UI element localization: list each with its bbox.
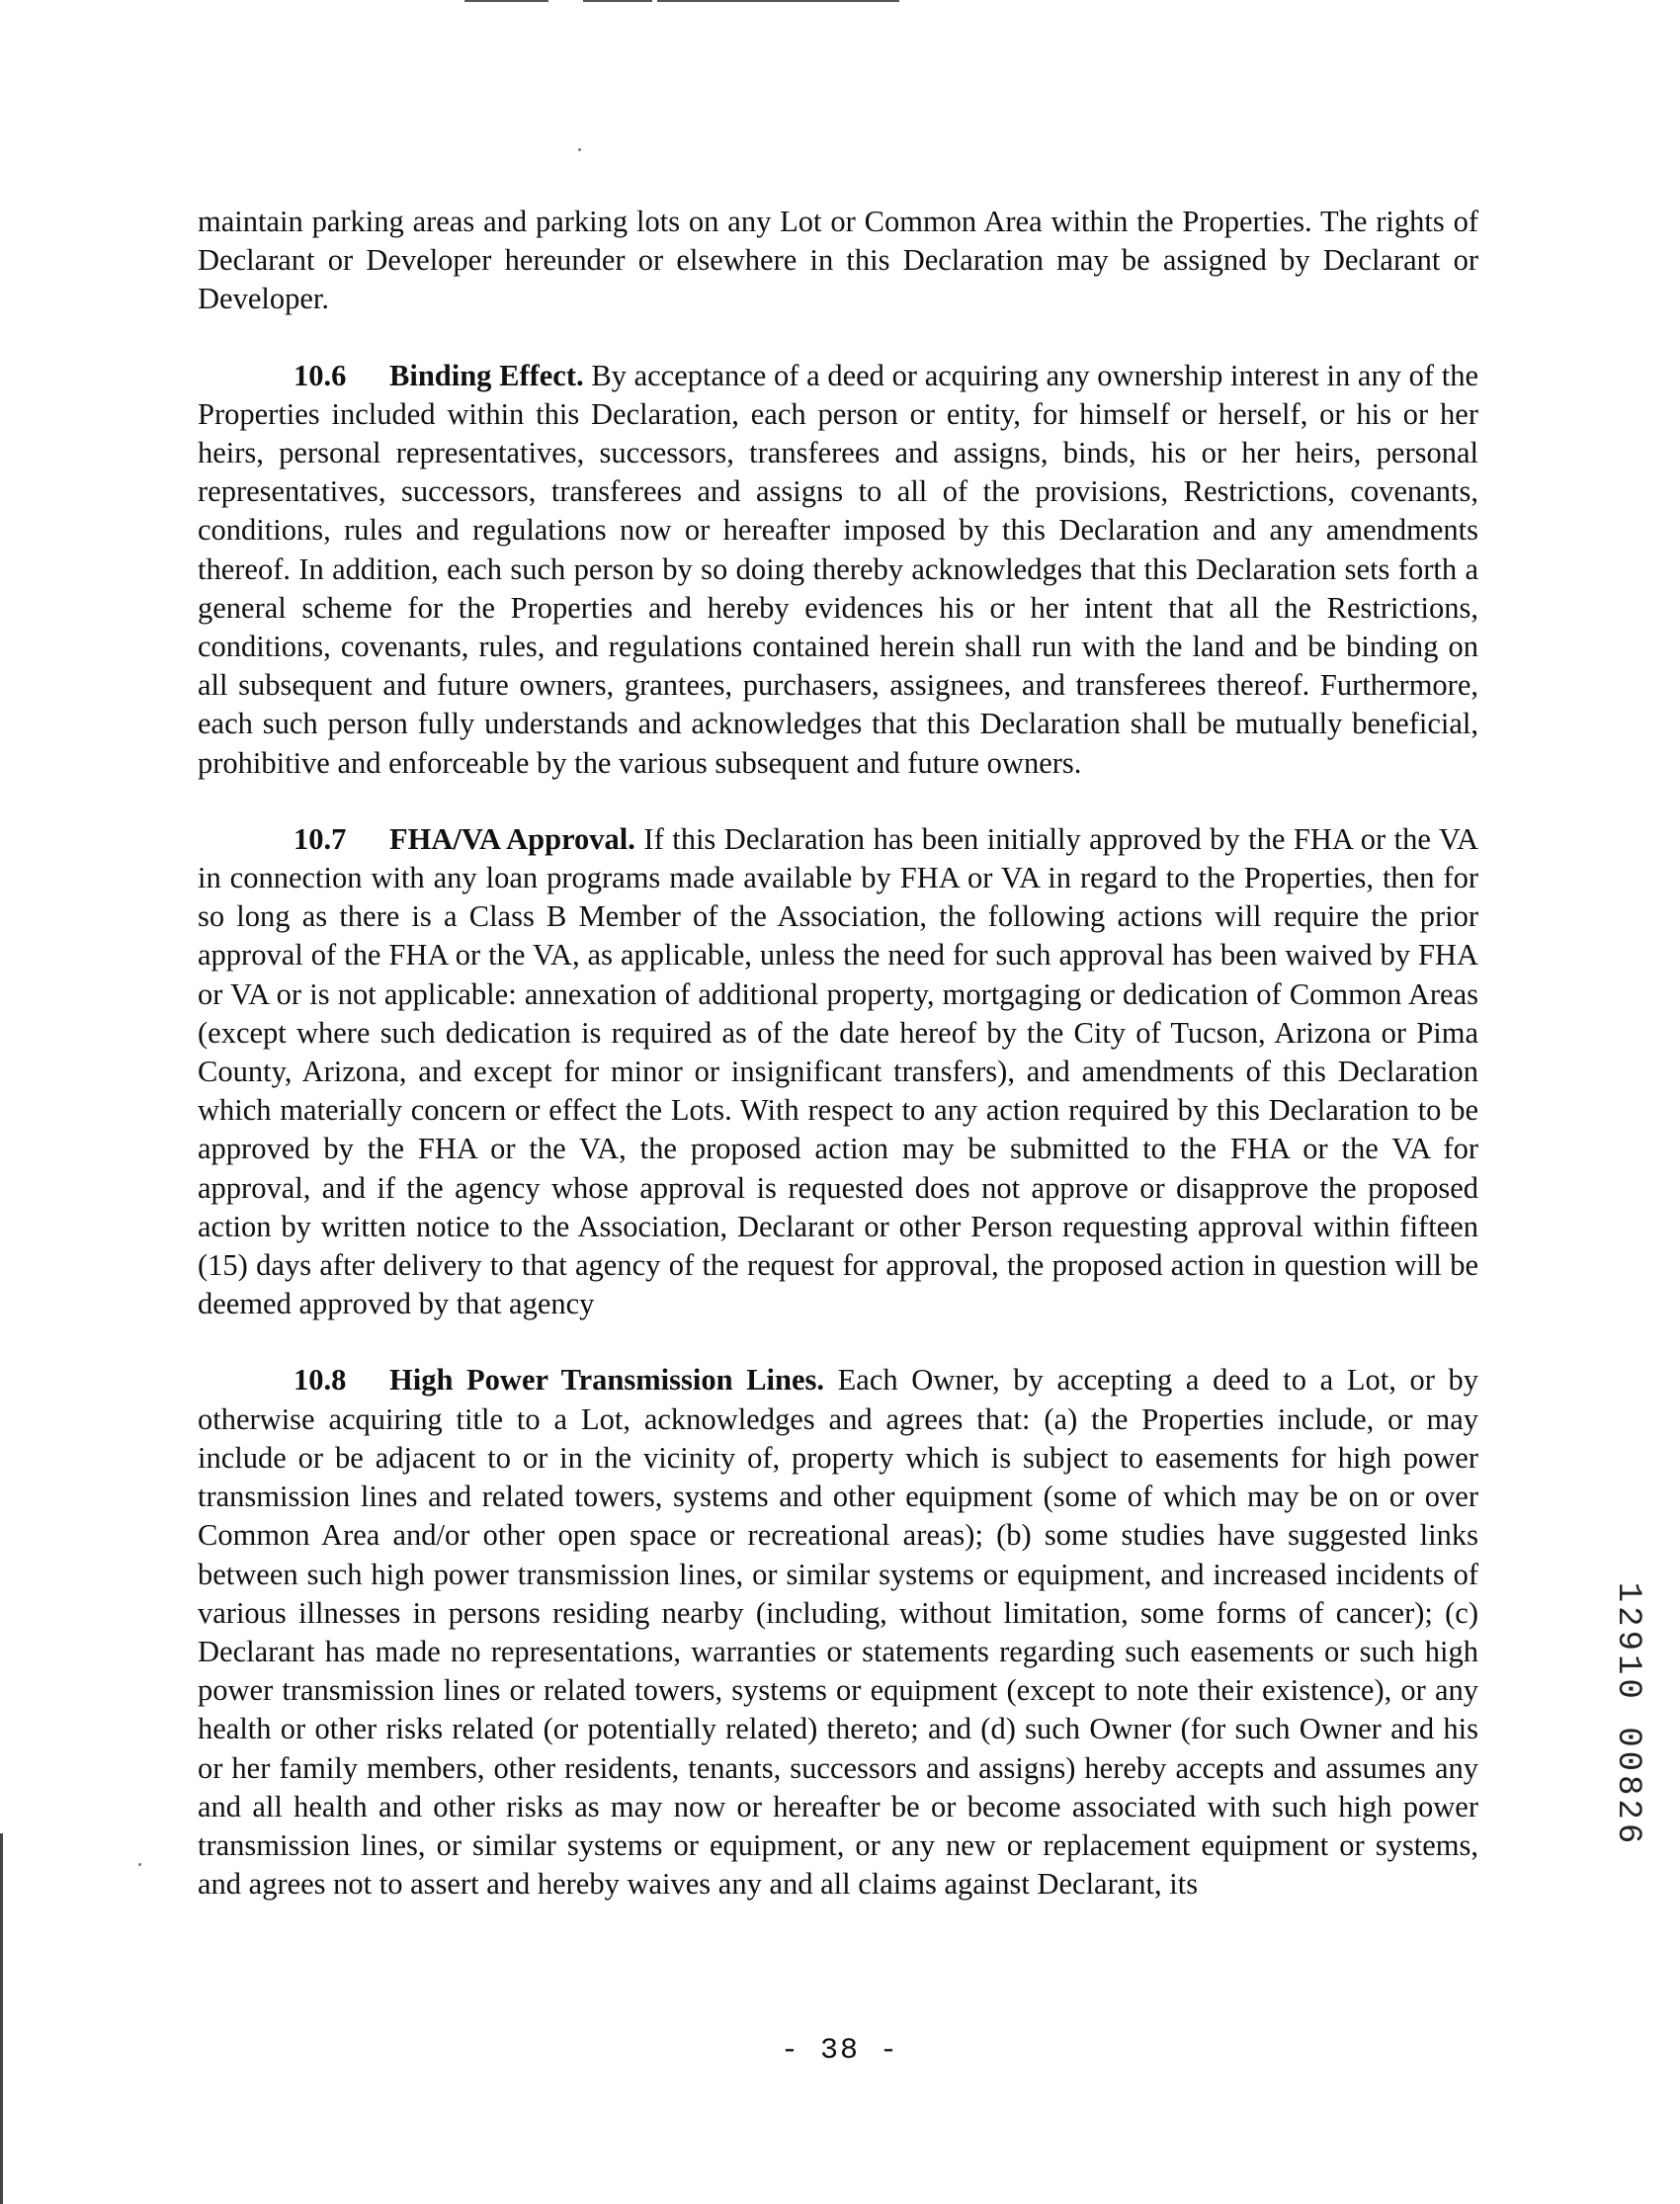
top-edge-rule xyxy=(583,0,652,2)
section-number: 10.6 xyxy=(294,358,347,392)
section-body: If this Declaration has been initially approved by the FHA or the VA in connection with any loan programs made available by FHA or VA in regard to the Properties, then for so long as there is a Class B Member of the Association, the following actions will require the prior approval of the FHA or the VA, as applicable, unless the need for such approval has been waived by FHA or VA or is not applicable: annexation of additional property, mortgaging or dedication of Common Areas (except where such dedication is required as of the date hereof by the City of Tucson, Arizona or Pima County, Arizona, and except for minor or insignificant transfers), and amendments of this Declaration which materially concern or effect the Lots. With respect to any action required by this Declaration to be approved by the FHA or the VA, the proposed action may be submitted to the FHA or the VA for approval, and if the agency whose approval is requested does not approve or disapprove the proposed action by written notice to the Association, Declarant or other Person requesting approval within fifteen (15) days after delivery to that agency of the request for approval, the proposed action in question will be deemed approved by that agency xyxy=(198,821,1479,1321)
page-number: - 38 - xyxy=(780,2034,900,2068)
continuation-paragraph: maintain parking areas and parking lots on any Lot or Common Area within the Properties. The rights of Declarant or Developer hereunder or elsewhere in this Declaration may be assigned by Declarant or Developer. xyxy=(198,205,1478,316)
section-body: By acceptance of a deed or acquiring any ownership interest in any of the Properties included within this Declaration, each person or entity, for himself or herself, or his or her heirs, personal representatives, successors, transferees and assigns, binds, his or her heirs, personal representatives, successors, transferees and assigns to all of the provisions, Restrictions, covenants, conditions, rules and regulations now or hereafter imposed by this Declaration and any amendments thereof. In addition, each such person by so doing thereby acknowledges that this Declaration sets forth a general scheme for the Properties and hereby evidences his or her intent that all the Restrictions, conditions, covenants, rules, and regulations contained herein shall run with the land and be binding on all subsequent and future owners, grantees, purchasers, assignees, and transferees thereof. Furthermore, each such person fully understands and acknowledges that this Declaration shall be mutually beneficial, prohibitive and enforceable by the various subsequent and future owners. xyxy=(198,358,1478,780)
section-10-7 xyxy=(198,820,1478,1324)
recording-stamp xyxy=(1593,1581,1662,1848)
section-number: 10.7 xyxy=(294,821,347,856)
document-body xyxy=(198,203,1478,1904)
section-title: FHA/VA Approval. xyxy=(389,821,635,856)
top-edge-rule xyxy=(657,0,899,2)
scan-speck xyxy=(578,148,581,151)
section-10-6 xyxy=(198,357,1478,783)
scan-speck xyxy=(138,1863,141,1866)
section-number: 10.8 xyxy=(294,1363,347,1398)
section-body: Each Owner, by accepting a deed to a Lot, or by otherwise acquiring title to a Lot, acknowledges and agrees that: (a) the Properties include, or may include or be adjacent to or in the vicinity of, property which is subject to easements for high power transmission lines and related towers, systems and other equipment (some of which may be on or over Common Area and/or other open space or recreational areas); (b) some studies have suggested links between such high power transmission lines, or similar systems or equipment, and increased incidents of various illnesses in persons residing nearby (including, without limitation, some forms of cancer); (c) Declarant has made no representations, warranties or statements regarding such easements or such high power transmission lines or related towers, systems or equipment (except to note their existence), or any health or other risks related (or potentially related) thereto; and (d) such Owner (for such Owner and his or her family members, other residents, tenants, successors and assigns) hereby accepts and assumes any and all health and other risks as may now or hereafter be or become associated with such high power transmission lines, or similar systems or equipment, or any new or replacement equipment or systems, and agrees not to assert and hereby waives any and all claims against Declarant, its xyxy=(198,1363,1479,1902)
top-edge-rule xyxy=(464,0,548,2)
recording-stamp-text: 12910 00826 xyxy=(1609,1581,1646,1848)
section-title: Binding Effect. xyxy=(389,358,584,392)
section-10-8 xyxy=(198,1361,1478,1904)
section-title: High Power Transmission Lines. xyxy=(389,1363,825,1398)
scan-edge-mark xyxy=(0,1833,3,2204)
